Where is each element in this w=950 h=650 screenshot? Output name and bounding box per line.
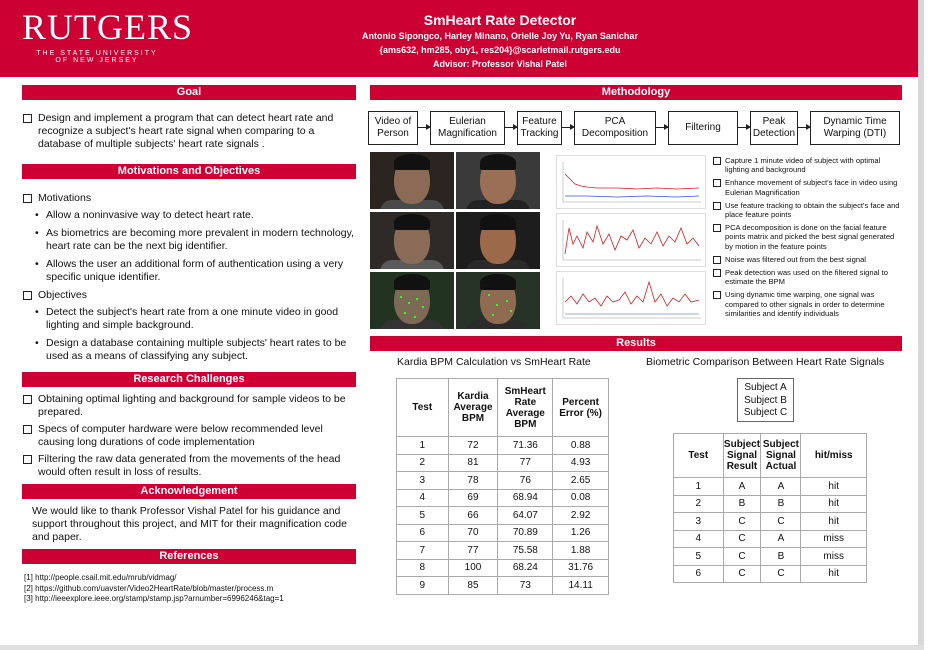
table-cell: 73 — [498, 577, 553, 595]
table-cell: 2.92 — [553, 507, 609, 525]
raw-signal-graph — [557, 156, 705, 208]
reference-link[interactable]: [3] http://ieeexplore.ieee.org/stamp/stamp.jsp?arnumber=6996246&tag=1 — [24, 594, 284, 603]
table-cell: 4.93 — [553, 454, 609, 472]
list-item: • As biometrics are becoming more prevalent in modern technology, heart rate can be the next big identifier. — [22, 227, 356, 253]
table-cell: B — [761, 548, 801, 566]
column-header: SmHeart Rate Average BPM — [498, 379, 553, 437]
logo-subtitle-2: OF NEW JERSEY — [55, 57, 139, 64]
table-cell: 5 — [674, 548, 724, 566]
list-item: • Detect the subject's heart rate from a one minute video in good lighting and simple background. — [22, 306, 356, 332]
table-cell: 75.58 — [498, 542, 553, 560]
table-cell: 4 — [674, 530, 724, 548]
kardia-table-title: Kardia BPM Calculation vs SmHeart Rate — [397, 356, 591, 368]
subject-label: Subject B — [744, 394, 787, 406]
table-header-row — [397, 379, 609, 437]
column-header: Percent Error (%) — [553, 379, 609, 437]
table-cell: A — [761, 530, 801, 548]
table-cell: 9 — [397, 577, 449, 595]
table-cell: 77 — [448, 542, 498, 560]
flow-step: Video of Person — [368, 111, 418, 145]
table-row — [674, 548, 867, 566]
flow-arrow — [562, 127, 574, 128]
table-row — [397, 507, 609, 525]
rutgers-logo — [22, 8, 193, 64]
table-cell: 68.24 — [498, 559, 553, 577]
table-cell: 1.88 — [553, 542, 609, 560]
table-row — [397, 542, 609, 560]
table-row — [674, 565, 867, 583]
table-row — [397, 559, 609, 577]
authors: Antonio Sipongco, Harley Minano, Orielle Joy Yu, Ryan Sanichar — [362, 31, 638, 41]
table-row — [397, 489, 609, 507]
flow-arrow — [798, 127, 810, 128]
table-cell: 81 — [448, 454, 498, 472]
biometric-table-title: Biometric Comparison Between Heart Rate Signals — [646, 356, 885, 368]
methodology-flowchart — [368, 111, 902, 145]
poster-header — [0, 0, 918, 77]
list-item: Noise was filtered out from the best signal — [712, 255, 904, 264]
table-cell: 5 — [397, 507, 449, 525]
table-row — [674, 495, 867, 513]
peak-detection-plot — [556, 271, 706, 325]
page-shadow-bottom — [0, 645, 924, 650]
list-item: Design and implement a program that can detect heart rate and recognize a subject's heart rate signal when comparing to a database of multiple subjects' heart rate signals . — [22, 112, 356, 151]
flow-step: Eulerian Magnification — [430, 111, 505, 145]
reference-link[interactable]: [1] http://people.csail.mit.edu/mrub/vidmag/ — [24, 573, 177, 582]
feature-points-image — [370, 272, 454, 329]
list-item — [22, 192, 356, 284]
table-row — [674, 478, 867, 496]
table-cell: 7 — [397, 542, 449, 560]
table-cell: C — [723, 548, 761, 566]
table-cell: 2.65 — [553, 472, 609, 490]
table-cell: hit — [801, 565, 867, 583]
flow-step: PCA Decomposition — [574, 111, 656, 145]
raw-signal-plot — [556, 155, 706, 209]
challenges-heading: Research Challenges — [22, 372, 356, 387]
flow-arrow — [738, 127, 750, 128]
page-shadow-right — [918, 0, 924, 650]
goal-heading: Goal — [22, 85, 356, 100]
table-cell: A — [723, 478, 761, 496]
flow-step: Dynamic Time Warping (DTI) — [810, 111, 900, 145]
title-block — [300, 12, 700, 71]
table-cell: C — [723, 530, 761, 548]
table-cell: 78 — [448, 472, 498, 490]
list-item: Capture 1 minute video of subject with optimal lighting and background — [712, 156, 904, 174]
list-item: • Allow a noninvasive way to detect heart rate. — [22, 209, 356, 222]
goal-list — [22, 112, 356, 151]
methodology-steps-list — [712, 156, 904, 322]
references-heading: References — [22, 549, 356, 564]
table-cell: 76 — [498, 472, 553, 490]
table-cell: A — [761, 478, 801, 496]
flow-arrow — [418, 127, 430, 128]
flow-arrow — [656, 127, 668, 128]
table-cell: 66 — [448, 507, 498, 525]
table-cell: hit — [801, 495, 867, 513]
kardia-results-table — [396, 378, 609, 595]
table-cell: 0.88 — [553, 437, 609, 455]
table-cell: 8 — [397, 559, 449, 577]
table-cell: 4 — [397, 489, 449, 507]
filtered-signal-graph — [557, 214, 705, 266]
table-cell: 2 — [397, 454, 449, 472]
subject-face-images — [370, 152, 542, 330]
column-header: Test — [674, 434, 724, 478]
table-cell: 6 — [674, 565, 724, 583]
results-heading: Results — [370, 336, 902, 351]
magnified-face-image — [456, 212, 540, 269]
motivations-objectives-list — [22, 192, 356, 363]
table-cell: C — [761, 513, 801, 531]
challenges-list — [22, 393, 356, 479]
face-image — [370, 152, 454, 209]
list-item: Specs of computer hardware were below recommended level causing long durations of code implementation — [22, 423, 356, 449]
table-row — [674, 513, 867, 531]
table-cell: miss — [801, 530, 867, 548]
table-row — [397, 524, 609, 542]
emails: {ams632, hm285, oby1, res204}@scarletmail.rutgers.edu — [379, 45, 621, 55]
list-item: Filtering the raw data generated from the movements of the head would often result in loss of results. — [22, 453, 356, 479]
table-cell: 14.11 — [553, 577, 609, 595]
table-cell: 2 — [674, 495, 724, 513]
list-item: Obtaining optimal lighting and background for sample videos to be prepared. — [22, 393, 356, 419]
list-item: Peak detection was used on the filtered signal to estimate the BPM — [712, 268, 904, 286]
flow-arrow — [505, 127, 517, 128]
motivations-sublist — [22, 209, 356, 284]
face-image — [370, 212, 454, 269]
table-cell: 71.36 — [498, 437, 553, 455]
advisor: Advisor: Professor Vishal Patel — [433, 59, 567, 69]
table-row — [397, 577, 609, 595]
table-cell: hit — [801, 513, 867, 531]
table-cell: 68.94 — [498, 489, 553, 507]
table-cell: 1.26 — [553, 524, 609, 542]
subject-label: Subject A — [744, 382, 787, 393]
table-cell: 1 — [674, 478, 724, 496]
acknowledgement-text: We would like to thank Professor Vishal Patel for his guidance and support throughout this project, and MIT for their magnification code and paper. — [32, 505, 347, 543]
references-list — [24, 573, 358, 605]
peak-detection-graph — [557, 272, 705, 324]
flow-step: Filtering — [668, 111, 738, 145]
motivations-section — [22, 192, 356, 368]
logo-subtitle-1: THE STATE UNIVERSITY — [36, 50, 158, 57]
table-cell: B — [723, 495, 761, 513]
table-cell: C — [761, 565, 801, 583]
list-item: PCA decomposition is done on the facial feature points matrix and picked the best signal generated by motion in the feature points — [712, 223, 904, 251]
subject-legend — [737, 378, 794, 422]
methodology-heading: Methodology — [370, 85, 902, 100]
table-cell: 85 — [448, 577, 498, 595]
table-cell: 1 — [397, 437, 449, 455]
table-cell: 6 — [397, 524, 449, 542]
table-row — [397, 454, 609, 472]
table-row — [397, 472, 609, 490]
challenges-section — [22, 393, 356, 483]
biometric-results-table — [673, 433, 867, 583]
flow-step: Feature Tracking — [517, 111, 562, 145]
table-cell: 31.76 — [553, 559, 609, 577]
table-cell: C — [723, 513, 761, 531]
reference-link[interactable]: [2] https://github.com/uavster/Video2HeartRate/blob/master/process.m — [24, 583, 274, 593]
goal-section — [22, 112, 356, 155]
table-cell: 64.07 — [498, 507, 553, 525]
signal-plots — [556, 155, 706, 330]
list-item: Using dynamic time warping, one signal was compared to other signals in order to determine similarities and identify individuals — [712, 290, 904, 318]
list-item: Use feature tracking to obtain the subject's face and place feature points — [712, 201, 904, 219]
acknowledgement-heading: Acknowledgement — [22, 484, 356, 499]
table-row — [674, 530, 867, 548]
table-cell: 100 — [448, 559, 498, 577]
column-header: hit/miss — [801, 434, 867, 478]
motivations-heading: Motivations and Objectives — [22, 164, 356, 179]
table-header-row — [674, 434, 867, 478]
subject-label: Subject C — [743, 407, 788, 418]
table-cell: hit — [801, 478, 867, 496]
objectives-label: Objectives — [38, 289, 88, 301]
table-cell: 70 — [448, 524, 498, 542]
table-cell: 70.89 — [498, 524, 553, 542]
poster-title: SmHeart Rate Detector — [423, 12, 577, 28]
table-cell: 72 — [448, 437, 498, 455]
feature-points-image — [456, 272, 540, 329]
face-image — [456, 152, 540, 209]
table-cell: 0.08 — [553, 489, 609, 507]
table-cell: C — [723, 565, 761, 583]
logo-wordmark: RUTGERS — [22, 7, 194, 47]
table-cell: 3 — [397, 472, 449, 490]
motivations-label: Motivations — [38, 192, 92, 204]
list-item: • Design a database containing multiple subjects' heart rates to be used as a means of classifying any subject. — [22, 337, 356, 363]
list-item: Enhance movement of subject's face in video using Eulerian Magnification — [712, 178, 904, 196]
column-header: Test — [397, 379, 449, 437]
column-header: Kardia Average BPM — [448, 379, 498, 437]
table-row — [397, 437, 609, 455]
list-item — [22, 289, 356, 363]
filtered-signal-plot — [556, 213, 706, 267]
objectives-sublist — [22, 306, 356, 363]
table-cell: 77 — [498, 454, 553, 472]
table-cell: 69 — [448, 489, 498, 507]
table-cell: miss — [801, 548, 867, 566]
table-cell: B — [761, 495, 801, 513]
column-header: Subject Signal Result — [723, 434, 761, 478]
list-item: • Allows the user an additional form of authentication using a very specific unique identifier. — [22, 258, 356, 284]
table-cell: 3 — [674, 513, 724, 531]
column-header: Subject Signal Actual — [761, 434, 801, 478]
flow-step: Peak Detection — [750, 111, 798, 145]
